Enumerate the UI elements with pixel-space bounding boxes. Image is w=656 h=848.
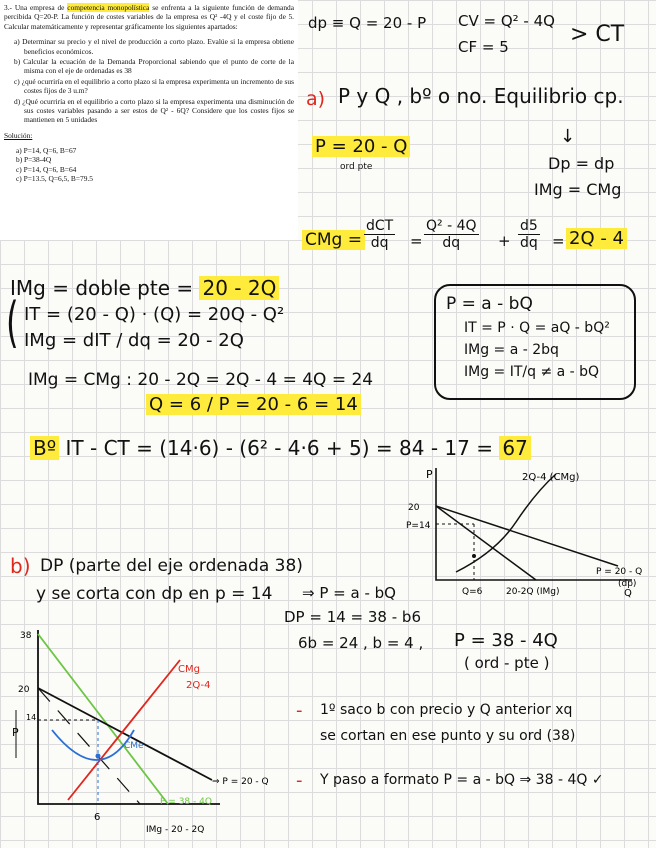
graph2-tick-6: 6 — [94, 812, 101, 823]
dp-line: DP = 14 = 38 - b6 — [284, 608, 421, 626]
arrow-down-icon: ↓ — [560, 126, 576, 147]
graph1-tick-q6: Q=6 — [462, 587, 483, 597]
graph2-y-label: P — [12, 726, 19, 739]
note-ct: > CT — [570, 22, 625, 47]
note-img-cmg: IMg = CMg — [534, 180, 622, 199]
proportional-demand-result: P = 38 - 4Q — [454, 630, 558, 651]
note-demand: dp ≡ Q = 20 - P — [308, 14, 427, 32]
b-solve-line: 6b = 24 , b = 4 , — [298, 634, 424, 652]
profit-line: Bº IT - CT = (14·6) - (6² - 4·6 + 5) = 84 - 17 = 67 — [30, 436, 531, 460]
graph1-y-label: P — [426, 468, 433, 481]
solution-a: a) P=14, Q=6, B=67 — [16, 146, 77, 156]
graph1-demand-line — [436, 506, 618, 566]
cmg-lhs: CMg = — [302, 230, 365, 250]
box-line-1: P = a - bQ — [446, 294, 533, 314]
problem-statement — [0, 0, 298, 240]
graph2-cmg-line — [68, 660, 180, 800]
graph2-tick-14: 14 — [26, 713, 37, 722]
formula-box — [434, 284, 636, 400]
graph2-cmg-eq: 2Q-4 — [186, 680, 211, 691]
statement-item-c: c) ¿qué ocurriría en el equilibrio a corto plazo si la empresa experimenta un incremento de sus costes fijos de 3 u.m? — [14, 76, 294, 96]
cmg-plus: + — [498, 232, 511, 250]
solution-c: c) P=14, Q=6, B=64 — [16, 164, 77, 174]
solution-title: Solución: — [4, 130, 33, 140]
note1-line-a: 1º saco b con precio y Q anterior xq — [320, 702, 573, 718]
img-line: IMg = doble pte = 20 - 2Q — [10, 276, 279, 300]
graph1-axes — [436, 468, 632, 580]
cmg-result: 2Q - 4 — [566, 228, 627, 249]
graph2-tick-20: 20 — [18, 685, 30, 695]
graph1-tick-20: 20 — [408, 503, 420, 513]
graph1-demand-label: P = 20 - Q — [596, 567, 643, 577]
graph2-proportional-demand — [38, 634, 168, 804]
note2-line: Y paso a formato P = a - bQ ⇒ 38 - 4Q ✓ — [320, 772, 604, 788]
demand-equation: P = 20 - Q — [312, 136, 410, 157]
note-cf: CF = 5 — [458, 38, 509, 56]
statement-item-b: b) Calcular la ecuación de la Demanda Proporcional sabiendo que el punto de corte de la misma con el eje de ordenadas es 38 — [14, 57, 294, 76]
solution-b: b) P=38-4Q — [16, 155, 52, 165]
it-line: IT = (20 - Q) · (Q) = 20Q - Q² — [24, 304, 285, 325]
img-fraction-line: IMg = dIT / dq = 20 - 2Q — [24, 330, 244, 351]
label-part-b: b) — [10, 554, 31, 578]
solution-d: c) P=13.5, Q=6,5, B=79.5 — [16, 173, 93, 183]
part-b-formula: ⇒ P = a - bQ — [302, 584, 396, 602]
equilibrium-line: IMg = CMg : 20 - 2Q = 2Q - 4 = 4Q = 24 — [28, 370, 374, 390]
equilibrium-graph — [396, 462, 652, 598]
note-part-a: P y Q , bº o no. Equilibrio cp. — [338, 84, 624, 108]
graph2-cmg-label: CMg — [178, 664, 200, 675]
graph2-perceived-demand — [38, 688, 212, 780]
cmg-fraction-2: Q² - 4Q dq — [426, 218, 477, 251]
statement-item-d: d) ¿Qué ocurriría en el equilibrio a corto plazo si la empresa experimenta una disminución de sus costes variables pasando a ser estos de Q² - 6Q? Considere que los costes fijos se mantienen en 5 unidades — [14, 96, 294, 125]
label-part-a: a) — [306, 88, 326, 110]
box-line-3: IMg = a - 2bq — [464, 342, 559, 358]
graph2-proportional-label: P = 38 - 4Q — [160, 797, 212, 807]
note1-line-b: se cortan en ese punto y su ord (38) — [320, 728, 576, 744]
statement-intro: 3.- Una empresa de competencia monopolística se enfrenta a la siguiente función de demanda percibida Q=20-P. La función de costes variables de la empresa es Q² -4Q y el coste fijo de 5. Calcular matemáticamente y representar gráficamente los siguientes apartados: — [4, 3, 294, 31]
graph1-img-line — [436, 506, 536, 580]
graph2-equilibrium-point — [96, 754, 101, 759]
note1-dash: - — [296, 700, 303, 721]
graph2-cme-curve — [52, 730, 134, 760]
box-line-4: IMg = IT/q ≠ a - bQ — [464, 364, 600, 380]
graph1-cmg-label: 2Q-4 (CMg) — [522, 472, 580, 483]
graph2-axes — [38, 630, 220, 804]
equilibrium-result: Q = 6 / P = 20 - 6 = 14 — [146, 394, 361, 415]
graph1-equilibrium-point — [472, 554, 476, 558]
note2-dash: - — [296, 770, 303, 791]
graph1-demand-sub: (dp) — [618, 579, 637, 589]
graph1-tick-14: P=14 — [406, 521, 431, 531]
part-b-line-2: y se corta con dp en p = 14 — [36, 584, 273, 604]
part-b-line-1: DP (parte del eje ordenada 38) — [40, 556, 303, 576]
proportional-demand-graph — [0, 620, 290, 844]
proportional-demand-sub: ( ord - pte ) — [464, 654, 550, 672]
solution-list — [16, 146, 294, 183]
demand-equation-sub: ord pte — [340, 162, 373, 172]
box-line-2: IT = P · Q = aQ - bQ² — [464, 320, 610, 336]
statement-items — [4, 37, 294, 125]
statement-item-a: a) Determinar su precio y el nivel de producción a corto plazo. Evalúe si la empresa obtiene beneficios económicos. — [14, 37, 294, 56]
cmg-fraction-1: dCT dq — [366, 218, 394, 251]
graph1-tick-img: 20-2Q (IMg) — [506, 587, 560, 597]
graph2-cme-label: CMe — [124, 741, 144, 751]
note-cv: CV = Q² - 4Q — [458, 12, 555, 30]
graph2-tick-38: 38 — [20, 631, 32, 641]
graph2-demand-label: ⇒ P = 20 - Q — [212, 777, 269, 787]
graph1-x-label: Q — [624, 588, 632, 598]
cmg-fraction-3: d5 dq — [520, 218, 538, 251]
graph2-img-label: IMg - 20 - 2Q — [146, 825, 205, 835]
note-dp-equal: Dp = dp — [548, 154, 615, 173]
